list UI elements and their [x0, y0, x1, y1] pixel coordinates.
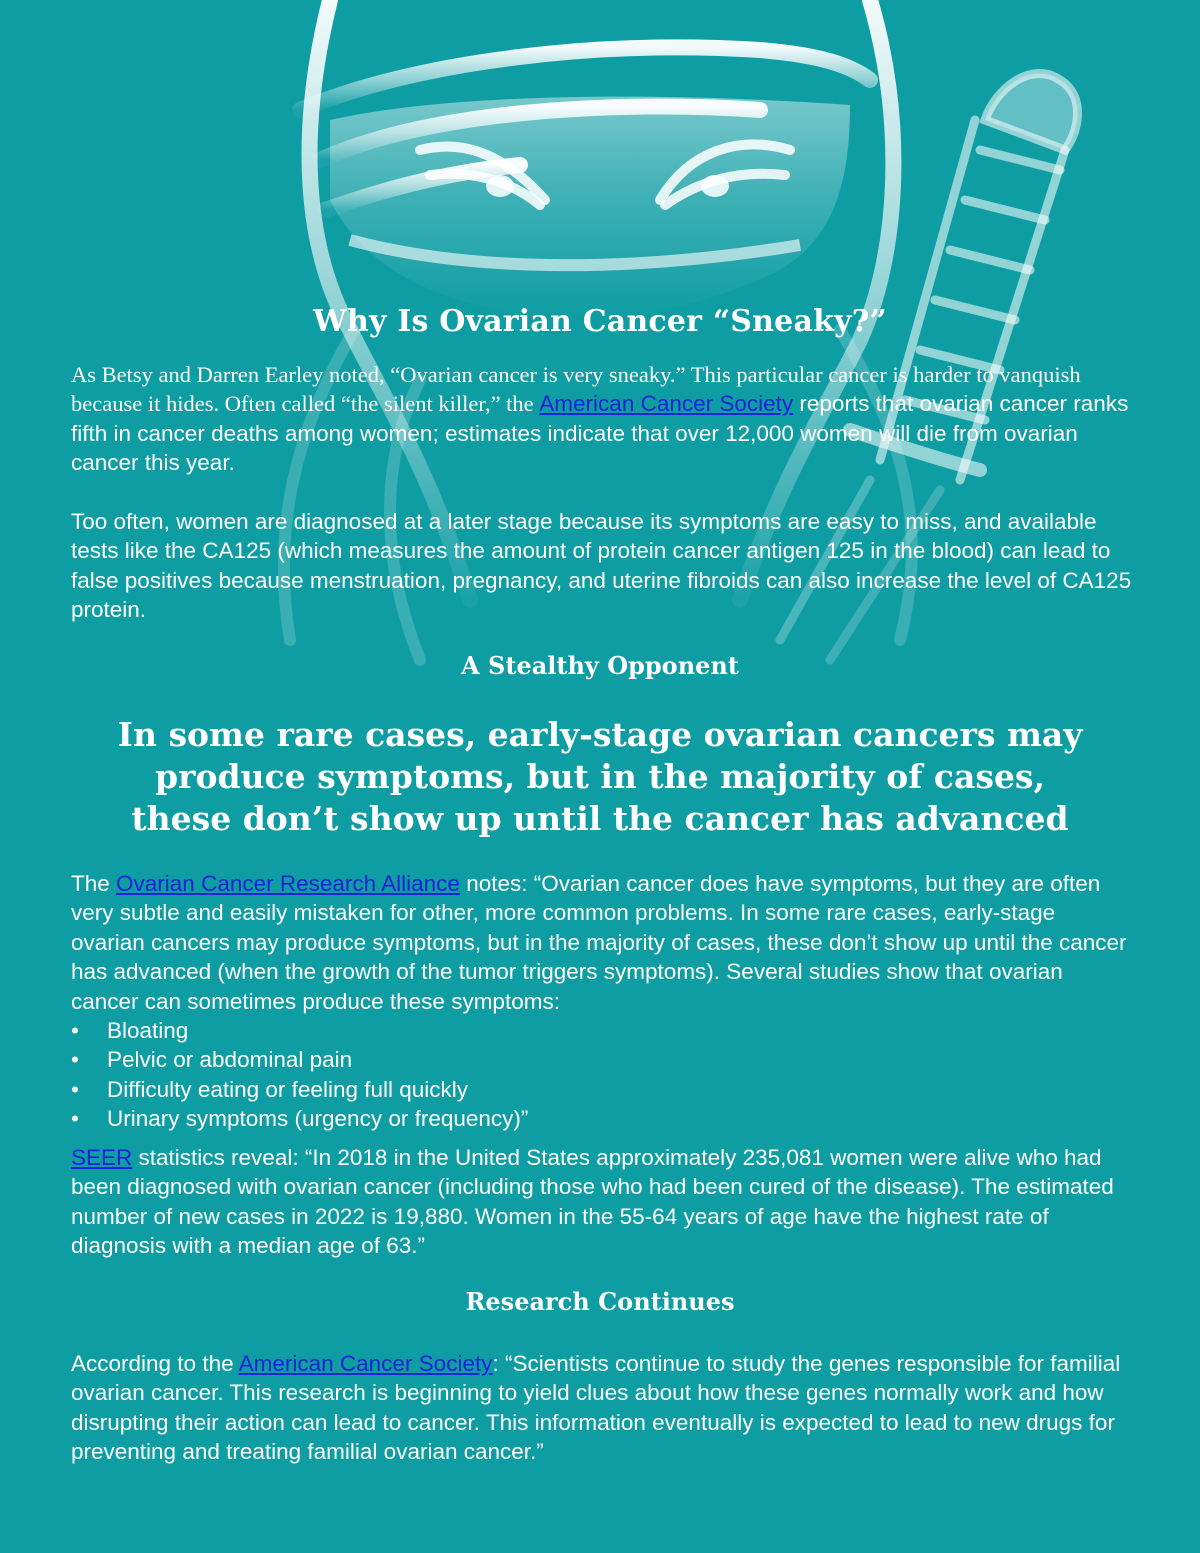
list-item [71, 1104, 1133, 1133]
ocra-paragraph [71, 869, 1133, 1016]
seer-link[interactable]: SEER [71, 1145, 133, 1170]
list-item [71, 1075, 1133, 1104]
bullet-icon: • [71, 1106, 79, 1132]
research-text-lead: According to the [71, 1351, 239, 1376]
symptom-label: Bloating [107, 1018, 189, 1043]
list-item [71, 1045, 1133, 1074]
bullet-icon: • [71, 1018, 79, 1043]
symptom-label: Difficulty eating or feeling full quickly [107, 1076, 469, 1102]
seer-paragraph [71, 1143, 1133, 1261]
symptom-label: Pelvic or abdominal pain [107, 1047, 353, 1073]
stealthy-heading: A Stealthy Opponent [461, 651, 739, 680]
bullet-icon: • [71, 1076, 79, 1102]
ovarian-cancer-research-alliance-link[interactable]: Ovarian Cancer Research Alliance [116, 871, 460, 896]
american-cancer-society-link[interactable]: American Cancer Society [539, 391, 794, 417]
american-cancer-society-link-2[interactable]: American Cancer Society [238, 1351, 493, 1376]
research-heading: Research Continues [465, 1287, 735, 1316]
list-item [71, 1016, 1133, 1045]
research-paragraph [71, 1349, 1133, 1467]
symptom-list [71, 1016, 1133, 1134]
intro-paragraph-2: Too often, women are diagnosed at a later stage because its symptoms are easy to miss, and available tests like the CA125 (which measures the amount of protein cancer antigen 125 in the blood) can lead to false positives because menstruation, pregnancy, and uterine fibroids can also increase the level of CA125 protein. [71, 509, 1132, 623]
page-title: Why Is Ovarian Cancer “Sneaky?” [313, 304, 887, 339]
pull-quote: In some rare cases, early-stage ovarian cancers may produce symptoms, but in the majority of cases, these don’t show up until the cancer has advanced [117, 715, 1083, 838]
ocra-text-lead: The [71, 871, 117, 896]
intro-paragraph-1 [71, 360, 1133, 478]
seer-text: statistics reveal: “In 2018 in the United States approximately 235,081 women were alive who had been diagnosed with ovarian cancer (including those who had been cured of the disease). The estimated number of new cases in 2022 is 19,880. Women in the 55-64 years of age have the highest rate of diagnosis with a median age of 63.” [71, 1145, 1114, 1259]
symptom-label: Urinary symptoms (urgency or frequency)” [107, 1106, 529, 1132]
research-text-tail: : “Scientists continue to study the genes responsible for familial ovarian cancer. This research is beginning to yield clues about how these genes normally work and how disrupting their action can lead to cancer. This information eventually is expected to lead to new drugs for preventing and treating familial ovarian cancer.” [71, 1351, 1121, 1465]
bullet-icon: • [71, 1047, 79, 1073]
intro-text-tail: reports that ovarian cancer ranks fifth in cancer deaths among women; estimates indicate that over 12,000 women will die from ovarian cancer this year. [71, 391, 1129, 476]
intro-text-lead: As Betsy and Darren Earley noted, “Ovarian cancer is very sneaky.” This particular cancer is harder to vanquish because it hides. Often called “the silent killer,” the [71, 362, 1081, 417]
ocra-text-tail: notes: “Ovarian cancer does have symptoms, but they are often very subtle and easily mistaken for other, more common problems. In some rare cases, early-stage ovarian cancers may produce symptoms, but in the majority of cases, these don’t show up until the cancer has advanced (when the growth of the tumor triggers symptoms). Several studies show that ovarian cancer can sometimes produce these symptoms: [71, 871, 1127, 1014]
